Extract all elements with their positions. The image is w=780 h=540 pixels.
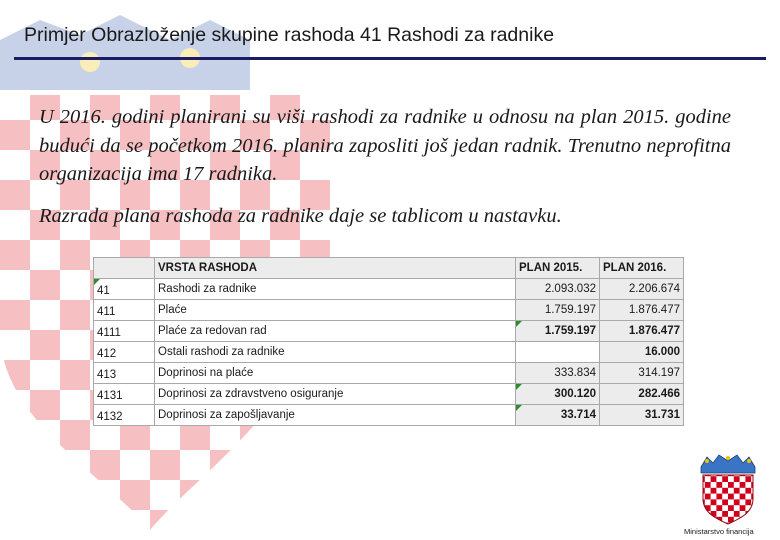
ministry-label: Ministarstvo financija <box>684 527 754 536</box>
header-plan-2016: PLAN 2016. <box>600 258 684 279</box>
title-divider <box>14 57 766 60</box>
table-row <box>94 300 684 321</box>
row-name: Rashodi za radnike <box>155 279 516 300</box>
row-code: 41 <box>97 285 110 297</box>
row-plan-2015: 33.714 <box>560 409 596 421</box>
row-plan-2016: 314.197 <box>600 363 684 384</box>
expense-table <box>93 257 684 426</box>
marker-icon <box>94 279 100 285</box>
row-plan-2015: 2.093.032 <box>516 279 600 300</box>
row-plan-2016: 31.731 <box>600 405 684 426</box>
row-name: Doprinosi za zdravstveno osiguranje <box>155 384 516 405</box>
row-plan-2015-cell <box>516 321 600 342</box>
marker-icon <box>516 384 522 390</box>
row-plan-2015-cell <box>516 405 600 426</box>
table-header-row <box>94 258 684 279</box>
table-row <box>94 405 684 426</box>
row-name: Doprinosi na plaće <box>155 363 516 384</box>
table-row <box>94 342 684 363</box>
row-code: 4132 <box>94 405 155 426</box>
row-name: Plaće za redovan rad <box>155 321 516 342</box>
row-code: 4131 <box>94 384 155 405</box>
marker-icon <box>516 321 522 327</box>
table-row <box>94 321 684 342</box>
row-code: 411 <box>94 300 155 321</box>
row-plan-2016: 16.000 <box>600 342 684 363</box>
row-name: Doprinosi za zapošljavanje <box>155 405 516 426</box>
row-plan-2015: 1.759.197 <box>544 325 596 337</box>
header-plan-2015: PLAN 2015. <box>516 258 600 279</box>
table-row <box>94 279 684 300</box>
paragraph-table-intro: Razrada plana rashoda za radnike daje se tablicom u nastavku. <box>39 205 562 227</box>
row-plan-2015-cell <box>516 384 600 405</box>
marker-icon <box>516 405 522 411</box>
row-plan-2015 <box>516 342 600 363</box>
row-plan-2016: 1.876.477 <box>600 300 684 321</box>
row-code: 4111 <box>94 321 155 342</box>
row-code: 412 <box>94 342 155 363</box>
row-plan-2016: 1.876.477 <box>600 321 684 342</box>
croatian-coat-of-arms-logo <box>699 453 757 525</box>
row-code: 413 <box>94 363 155 384</box>
row-name: Ostali rashodi za radnike <box>155 342 516 363</box>
row-name: Plaće <box>155 300 516 321</box>
row-plan-2015: 300.120 <box>554 388 596 400</box>
paragraph-explanation: U 2016. godini planirani su viši rashodi za radnike u odnosu na plan 2015. godine budući da se početkom 2016. planira zaposliti još jedan radnik. Trenutno neprofitna organizacija ima 17 radnika. <box>39 106 731 185</box>
row-plan-2015: 333.834 <box>516 363 600 384</box>
header-expense-type: VRSTA RASHODA <box>155 258 516 279</box>
header-code <box>94 258 155 279</box>
row-plan-2016: 2.206.674 <box>600 279 684 300</box>
row-plan-2015: 1.759.197 <box>516 300 600 321</box>
row-plan-2016: 282.466 <box>600 384 684 405</box>
table-row <box>94 363 684 384</box>
table-row <box>94 384 684 405</box>
slide-title: Primjer Obrazloženje skupine rashoda 41 Rashodi za radnike <box>24 24 555 46</box>
